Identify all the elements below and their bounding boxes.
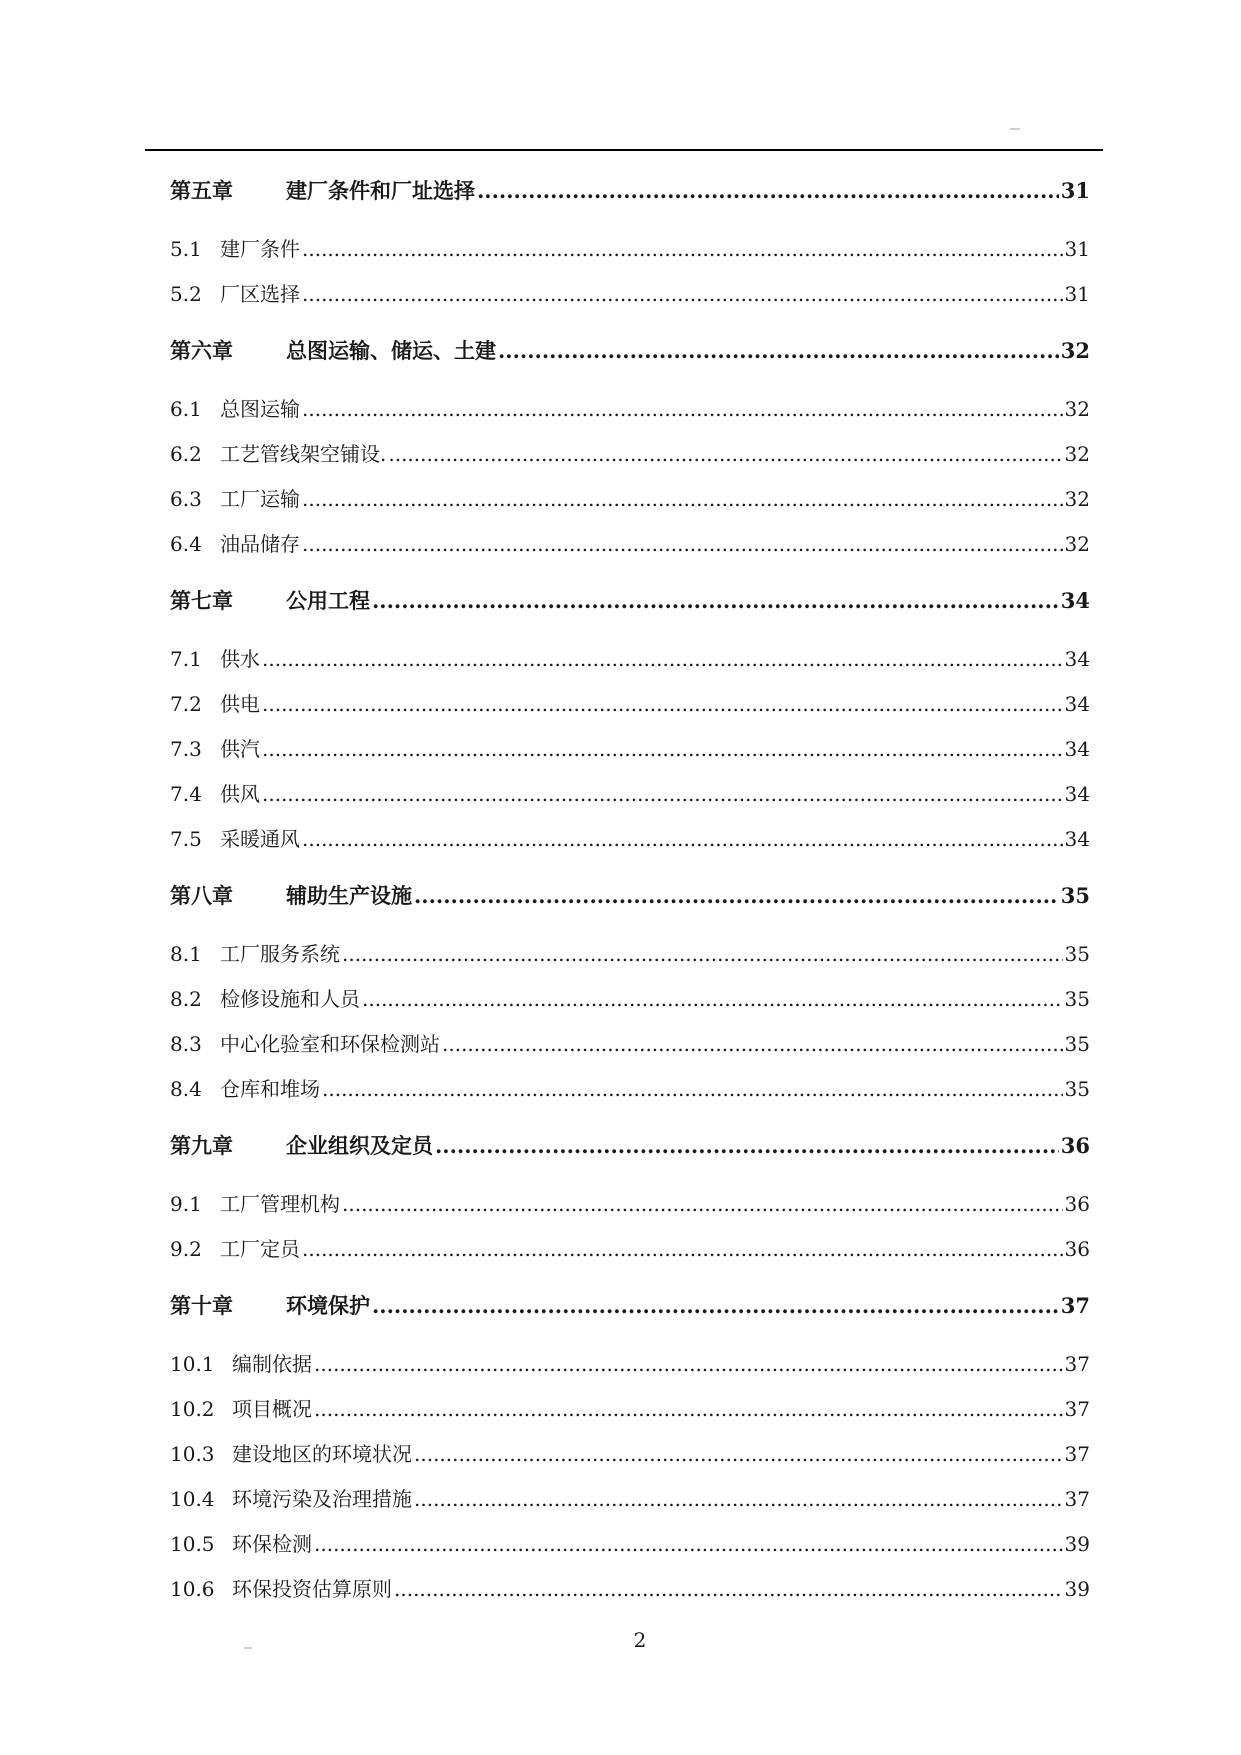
entry-title: 供电 (220, 692, 260, 716)
entry-number: 7.3 (170, 737, 202, 761)
dot-leader (302, 1237, 1063, 1261)
toc-section-entry (170, 1528, 1090, 1558)
footer-mark (244, 1647, 252, 1649)
dot-leader (302, 397, 1063, 421)
entry-title: 总图运输 (220, 397, 300, 421)
entry-page: 35 (1064, 987, 1090, 1011)
dot-leader (414, 883, 1059, 908)
toc-section-entry (170, 1438, 1090, 1468)
entry-title: 采暖通风 (220, 827, 300, 851)
entry-number: 8.2 (170, 987, 202, 1011)
entry-title: 建厂条件和厂址选择 (286, 178, 475, 203)
toc-section-entry (170, 483, 1090, 513)
entry-title: 供汽 (220, 737, 260, 761)
entry-title: 环保投资估算原则 (232, 1577, 392, 1601)
entry-page: 34 (1064, 782, 1090, 806)
dot-leader (477, 178, 1059, 203)
page-number: 2 (633, 1628, 647, 1652)
entry-title: 油品储存 (220, 532, 300, 556)
toc-section-entry (170, 643, 1090, 673)
entry-number: 10.3 (170, 1442, 215, 1466)
header-mark (1010, 128, 1020, 130)
toc-chapter-entry (170, 1290, 1090, 1320)
dot-leader (362, 987, 1063, 1011)
entry-number: 8.3 (170, 1032, 202, 1056)
dot-leader (342, 942, 1063, 966)
entry-number: 第九章 (170, 1133, 233, 1158)
entry-number: 第十章 (170, 1293, 233, 1318)
entry-page: 36 (1064, 1192, 1090, 1216)
entry-page: 37 (1064, 1352, 1090, 1376)
toc-section-entry (170, 1483, 1090, 1513)
dot-leader (302, 487, 1063, 511)
entry-number: 10.6 (170, 1577, 215, 1601)
dot-leader (262, 737, 1063, 761)
dot-leader (262, 647, 1063, 671)
dot-leader (435, 1133, 1059, 1158)
entry-title: 建设地区的环境状况 (232, 1442, 412, 1466)
dot-leader (414, 1442, 1063, 1466)
entry-page: 34 (1060, 588, 1090, 613)
entry-number: 5.2 (170, 282, 202, 306)
entry-title: 总图运输、储运、土建 (286, 338, 496, 363)
entry-number: 10.1 (170, 1352, 215, 1376)
entry-page: 32 (1064, 487, 1090, 511)
entry-page: 37 (1064, 1397, 1090, 1421)
entry-number: 7.4 (170, 782, 202, 806)
toc-section-entry (170, 393, 1090, 423)
entry-title: 供风 (220, 782, 260, 806)
entry-title: 厂区选择 (220, 282, 300, 306)
entry-title: 环保检测 (232, 1532, 312, 1556)
entry-number: 7.5 (170, 827, 202, 851)
dot-leader (302, 827, 1063, 851)
entry-page: 39 (1064, 1577, 1090, 1601)
toc-chapter-entry (170, 880, 1090, 910)
entry-page: 36 (1064, 1237, 1090, 1261)
entry-number: 第五章 (170, 178, 233, 203)
dot-leader (302, 237, 1063, 261)
dot-leader (322, 1077, 1063, 1101)
dot-leader (498, 338, 1059, 363)
entry-number: 6.3 (170, 487, 202, 511)
dot-leader (342, 1192, 1063, 1216)
dot-leader (314, 1532, 1063, 1556)
entry-title: 工艺管线架空铺设. (220, 442, 387, 466)
entry-title: 供水 (220, 647, 260, 671)
entry-title: 环境污染及治理措施 (232, 1487, 412, 1511)
entry-title: 工厂运输 (220, 487, 300, 511)
entry-page: 32 (1064, 532, 1090, 556)
entry-number: 6.1 (170, 397, 202, 421)
entry-number: 6.4 (170, 532, 202, 556)
toc-section-entry (170, 733, 1090, 763)
entry-page: 35 (1064, 1077, 1090, 1101)
header-rule (145, 149, 1103, 151)
entry-page: 34 (1064, 647, 1090, 671)
entry-title: 工厂定员 (220, 1237, 300, 1261)
toc-section-entry (170, 778, 1090, 808)
toc-section-entry (170, 1573, 1090, 1603)
dot-leader (394, 1577, 1063, 1601)
entry-title: 工厂管理机构 (220, 1192, 340, 1216)
toc-section-entry (170, 823, 1090, 853)
entry-title: 检修设施和人员 (220, 987, 360, 1011)
entry-title: 编制依据 (232, 1352, 312, 1376)
toc-section-entry (170, 688, 1090, 718)
toc-section-entry (170, 1233, 1090, 1263)
dot-leader (302, 282, 1063, 306)
entry-number: 6.2 (170, 442, 202, 466)
entry-page: 35 (1060, 883, 1090, 908)
entry-title: 中心化验室和环保检测站 (220, 1032, 440, 1056)
toc-section-entry (170, 938, 1090, 968)
entry-title: 辅助生产设施 (286, 883, 412, 908)
dot-leader (372, 1293, 1059, 1318)
toc-section-entry (170, 1028, 1090, 1058)
dot-leader (314, 1352, 1063, 1376)
entry-title: 环境保护 (286, 1293, 370, 1318)
entry-page: 36 (1060, 1133, 1090, 1158)
entry-number: 10.2 (170, 1397, 215, 1421)
entry-page: 37 (1060, 1293, 1090, 1318)
entry-title: 企业组织及定员 (286, 1133, 433, 1158)
entry-number: 第六章 (170, 338, 233, 363)
toc-section-entry (170, 528, 1090, 558)
entry-page: 34 (1064, 737, 1090, 761)
toc-chapter-entry (170, 585, 1090, 615)
dot-leader (262, 692, 1063, 716)
dot-leader (414, 1487, 1063, 1511)
entry-title: 仓库和堆场 (220, 1077, 320, 1101)
entry-page: 37 (1064, 1442, 1090, 1466)
dot-leader (372, 588, 1059, 613)
entry-title: 公用工程 (286, 588, 370, 613)
entry-title: 工厂服务系统 (220, 942, 340, 966)
dot-leader (302, 532, 1063, 556)
entry-page: 37 (1064, 1487, 1090, 1511)
toc-section-entry (170, 1188, 1090, 1218)
dot-leader (388, 442, 1062, 466)
dot-leader (262, 782, 1063, 806)
entry-page: 32 (1064, 397, 1090, 421)
entry-page: 32 (1060, 338, 1090, 363)
entry-number: 第八章 (170, 883, 233, 908)
toc-section-entry (170, 1073, 1090, 1103)
entry-page: 34 (1064, 827, 1090, 851)
entry-page: 35 (1064, 1032, 1090, 1056)
entry-page: 32 (1064, 442, 1090, 466)
entry-number: 9.2 (170, 1237, 202, 1261)
entry-number: 10.4 (170, 1487, 215, 1511)
toc-section-entry (170, 1393, 1090, 1423)
entry-number: 5.1 (170, 237, 202, 261)
toc-section-entry (170, 1348, 1090, 1378)
entry-page: 31 (1064, 237, 1090, 261)
dot-leader (442, 1032, 1063, 1056)
toc-section-entry (170, 278, 1090, 308)
toc-chapter-entry (170, 1130, 1090, 1160)
entry-page: 34 (1064, 692, 1090, 716)
entry-number: 8.4 (170, 1077, 202, 1101)
entry-number: 9.1 (170, 1192, 202, 1216)
toc-section-entry (170, 438, 1090, 468)
entry-title: 项目概况 (232, 1397, 312, 1421)
toc-section-entry (170, 233, 1090, 263)
entry-number: 7.2 (170, 692, 202, 716)
entry-number: 10.5 (170, 1532, 215, 1556)
toc-chapter-entry (170, 335, 1090, 365)
entry-number: 8.1 (170, 942, 202, 966)
entry-number: 7.1 (170, 647, 202, 671)
entry-page: 39 (1064, 1532, 1090, 1556)
toc-chapter-entry (170, 175, 1090, 205)
entry-title: 建厂条件 (220, 237, 300, 261)
toc-section-entry (170, 983, 1090, 1013)
entry-number: 第七章 (170, 588, 233, 613)
entry-page: 31 (1064, 282, 1090, 306)
dot-leader (314, 1397, 1063, 1421)
entry-page: 31 (1060, 178, 1090, 203)
entry-page: 35 (1064, 942, 1090, 966)
